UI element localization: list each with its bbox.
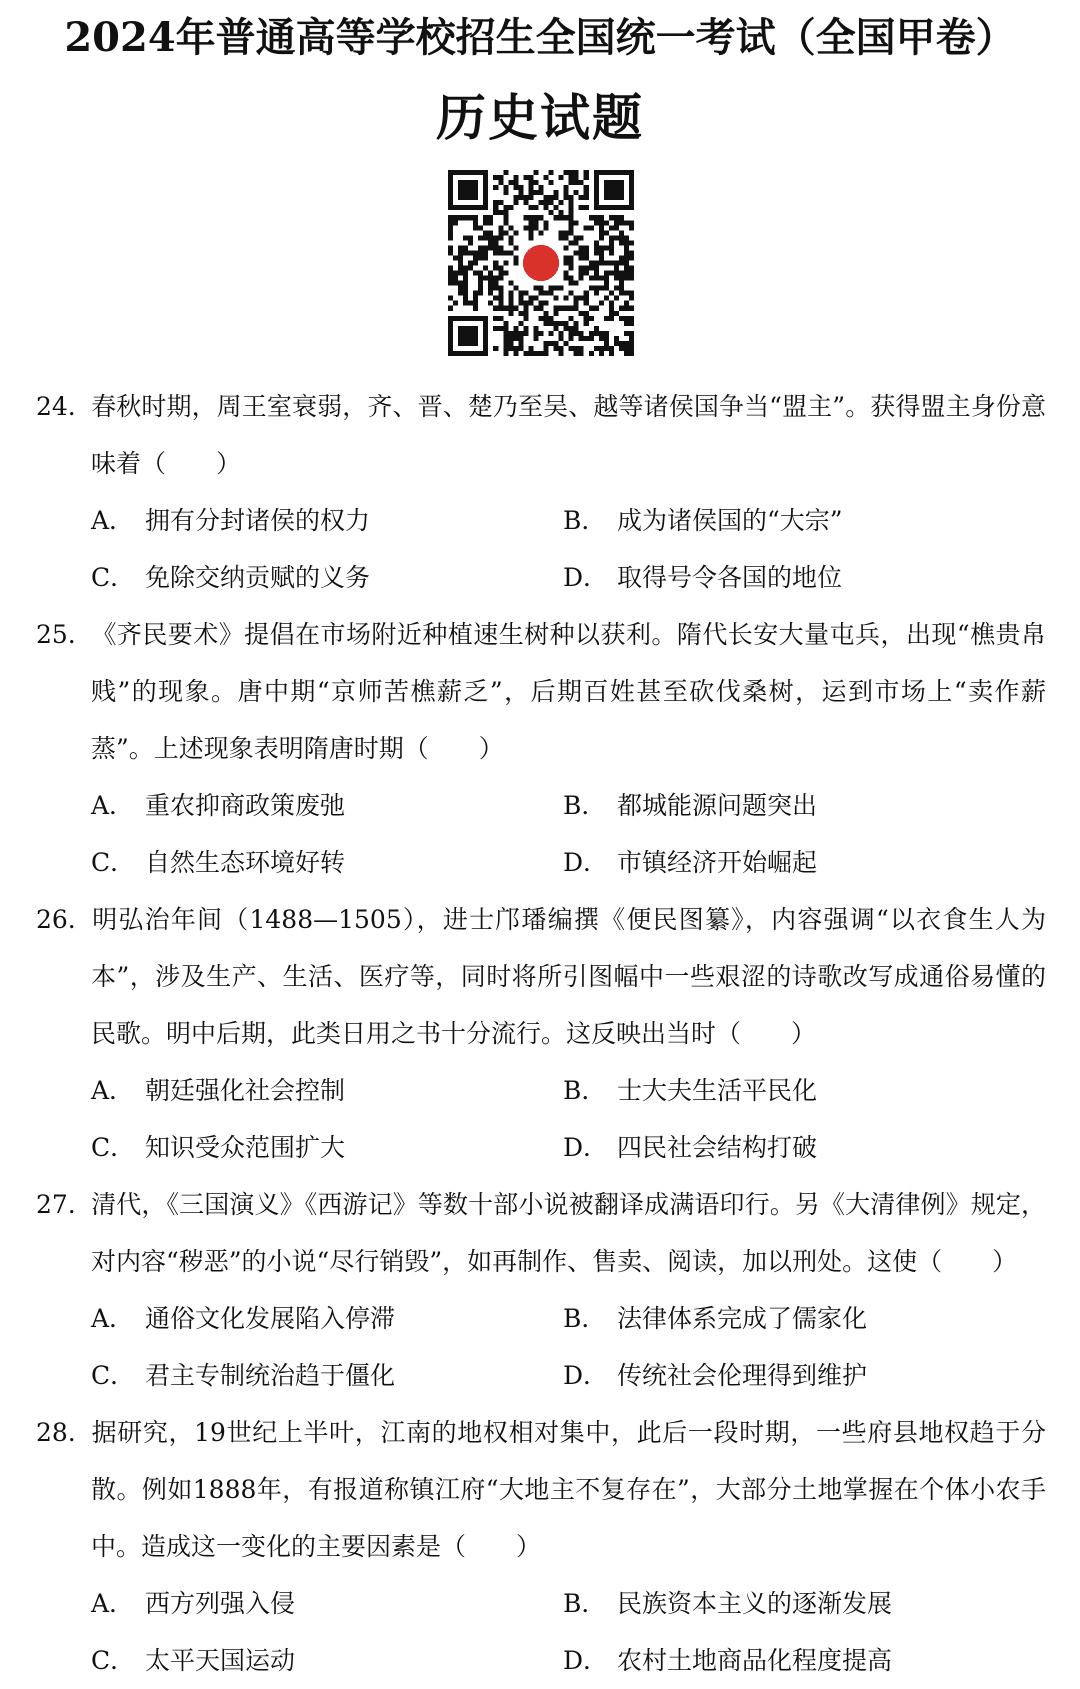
option-a (91, 492, 563, 549)
question-number: 28. (36, 1418, 76, 1447)
option-a (91, 1062, 563, 1119)
option-d (563, 834, 1035, 891)
option-text: 通俗文化发展陷入停滞 (145, 1304, 396, 1333)
question-number: 25. (36, 620, 76, 649)
question-28 (36, 1404, 1046, 1689)
option-b (563, 1062, 1035, 1119)
exam-title: 2024年普通高等学校招生全国统一考试（全国甲卷） (64, 14, 1016, 61)
option-text: 自然生态环境好转 (145, 848, 346, 877)
option-c (91, 549, 563, 606)
subject-title: 历史试题 (436, 88, 644, 147)
option-text: 朝廷强化社会控制 (145, 1076, 346, 1105)
question-text: 《齐民要术》提倡在市场附近种植速生树种以获利。隋代长安大量屯兵，出现“樵贵帛贱”的现象。唐中期“京师苦樵薪乏”，后期百姓甚至砍伐桑树，运到市场上“卖作薪蒸”。上述现象表明隋唐时期（ ） (91, 620, 1046, 763)
option-label: A． (91, 506, 135, 535)
question-26 (36, 891, 1046, 1176)
option-text: 知识受众范围扩大 (145, 1133, 346, 1162)
question-text: 清代，《三国演义》《西游记》等数十部小说被翻译成满语印行。另《大清律例》规定，对内容“秽恶”的小说“尽行销毁”，如再制作、售卖、阅读，加以刑处。这使（ ） (91, 1190, 1046, 1276)
option-b (563, 1575, 1035, 1632)
option-b (563, 1290, 1035, 1347)
question-text: 据研究，19世纪上半叶，江南的地权相对集中，此后一段时期，一些府县地权趋于分散。例如1888年，有报道称镇江府“大地主不复存在”，大部分土地掌握在个体小农手中。造成这一变化的主要因素是（ ） (91, 1418, 1046, 1561)
option-text: 市镇经济开始崛起 (617, 848, 818, 877)
option-text: 四民社会结构打破 (617, 1133, 818, 1162)
option-d (563, 1347, 1035, 1404)
question-stem (36, 1404, 1046, 1575)
option-a (91, 1290, 563, 1347)
option-text: 重农抑商政策废弛 (145, 791, 346, 820)
option-label: C． (91, 1133, 136, 1162)
option-d (563, 549, 1035, 606)
option-c (91, 1632, 563, 1689)
option-label: C． (91, 1646, 136, 1675)
option-label: B． (563, 791, 607, 820)
option-label: A． (91, 791, 135, 820)
option-label: C． (91, 848, 136, 877)
question-25 (36, 606, 1046, 891)
option-label: A． (91, 1589, 135, 1618)
option-text: 太平天国运动 (145, 1646, 296, 1675)
question-stem (36, 606, 1046, 777)
option-c (91, 834, 563, 891)
question-24 (36, 378, 1046, 606)
option-label: D． (563, 1361, 609, 1390)
option-label: D． (563, 1646, 609, 1675)
question-stem (36, 378, 1046, 492)
option-text: 拥有分封诸侯的权力 (145, 506, 371, 535)
option-label: C． (91, 1361, 136, 1390)
question-text: 春秋时期，周王室衰弱，齐、晋、楚乃至吴、越等诸侯国争当“盟主”。获得盟主身份意味着（ ） (91, 392, 1046, 478)
option-a (91, 777, 563, 834)
option-text: 都城能源问题突出 (617, 791, 818, 820)
option-label: A． (91, 1304, 135, 1333)
question-stem (36, 1176, 1046, 1290)
question-number: 26. (36, 905, 76, 934)
option-text: 农村土地商品化程度提高 (617, 1646, 893, 1675)
option-label: B． (563, 1589, 607, 1618)
question-text: 明弘治年间（1488—1505），进士邝璠编撰《便民图纂》，内容强调“以衣食生人为本”，涉及生产、生活、医疗等，同时将所引图幅中一些艰涩的诗歌改写成通俗易懂的民歌。明中后期，此类日用之书十分流行。这反映出当时（ ） (91, 905, 1046, 1048)
option-text: 民族资本主义的逐渐发展 (617, 1589, 893, 1618)
option-c (91, 1119, 563, 1176)
option-label: D． (563, 848, 609, 877)
option-label: D． (563, 563, 609, 592)
option-label: B． (563, 1076, 607, 1105)
option-text: 传统社会伦理得到维护 (617, 1361, 868, 1390)
option-text: 取得号令各国的地位 (617, 563, 843, 592)
qr-code-icon (448, 170, 634, 356)
question-list (36, 378, 1046, 1689)
option-label: C． (91, 563, 136, 592)
option-text: 士大夫生活平民化 (617, 1076, 818, 1105)
option-text: 成为诸侯国的“大宗” (617, 506, 843, 535)
option-d (563, 1119, 1035, 1176)
option-b (563, 492, 1035, 549)
option-text: 君主专制统治趋于僵化 (145, 1361, 396, 1390)
option-d (563, 1632, 1035, 1689)
question-number: 24. (36, 392, 76, 421)
option-text: 免除交纳贡赋的义务 (145, 563, 371, 592)
option-text: 西方列强入侵 (145, 1589, 296, 1618)
question-stem (36, 891, 1046, 1062)
question-number: 27. (36, 1190, 76, 1219)
option-text: 法律体系完成了儒家化 (617, 1304, 868, 1333)
option-c (91, 1347, 563, 1404)
option-label: B． (563, 506, 607, 535)
option-label: A． (91, 1076, 135, 1105)
option-label: B． (563, 1304, 607, 1333)
option-label: D． (563, 1133, 609, 1162)
option-b (563, 777, 1035, 834)
question-27 (36, 1176, 1046, 1404)
option-a (91, 1575, 563, 1632)
